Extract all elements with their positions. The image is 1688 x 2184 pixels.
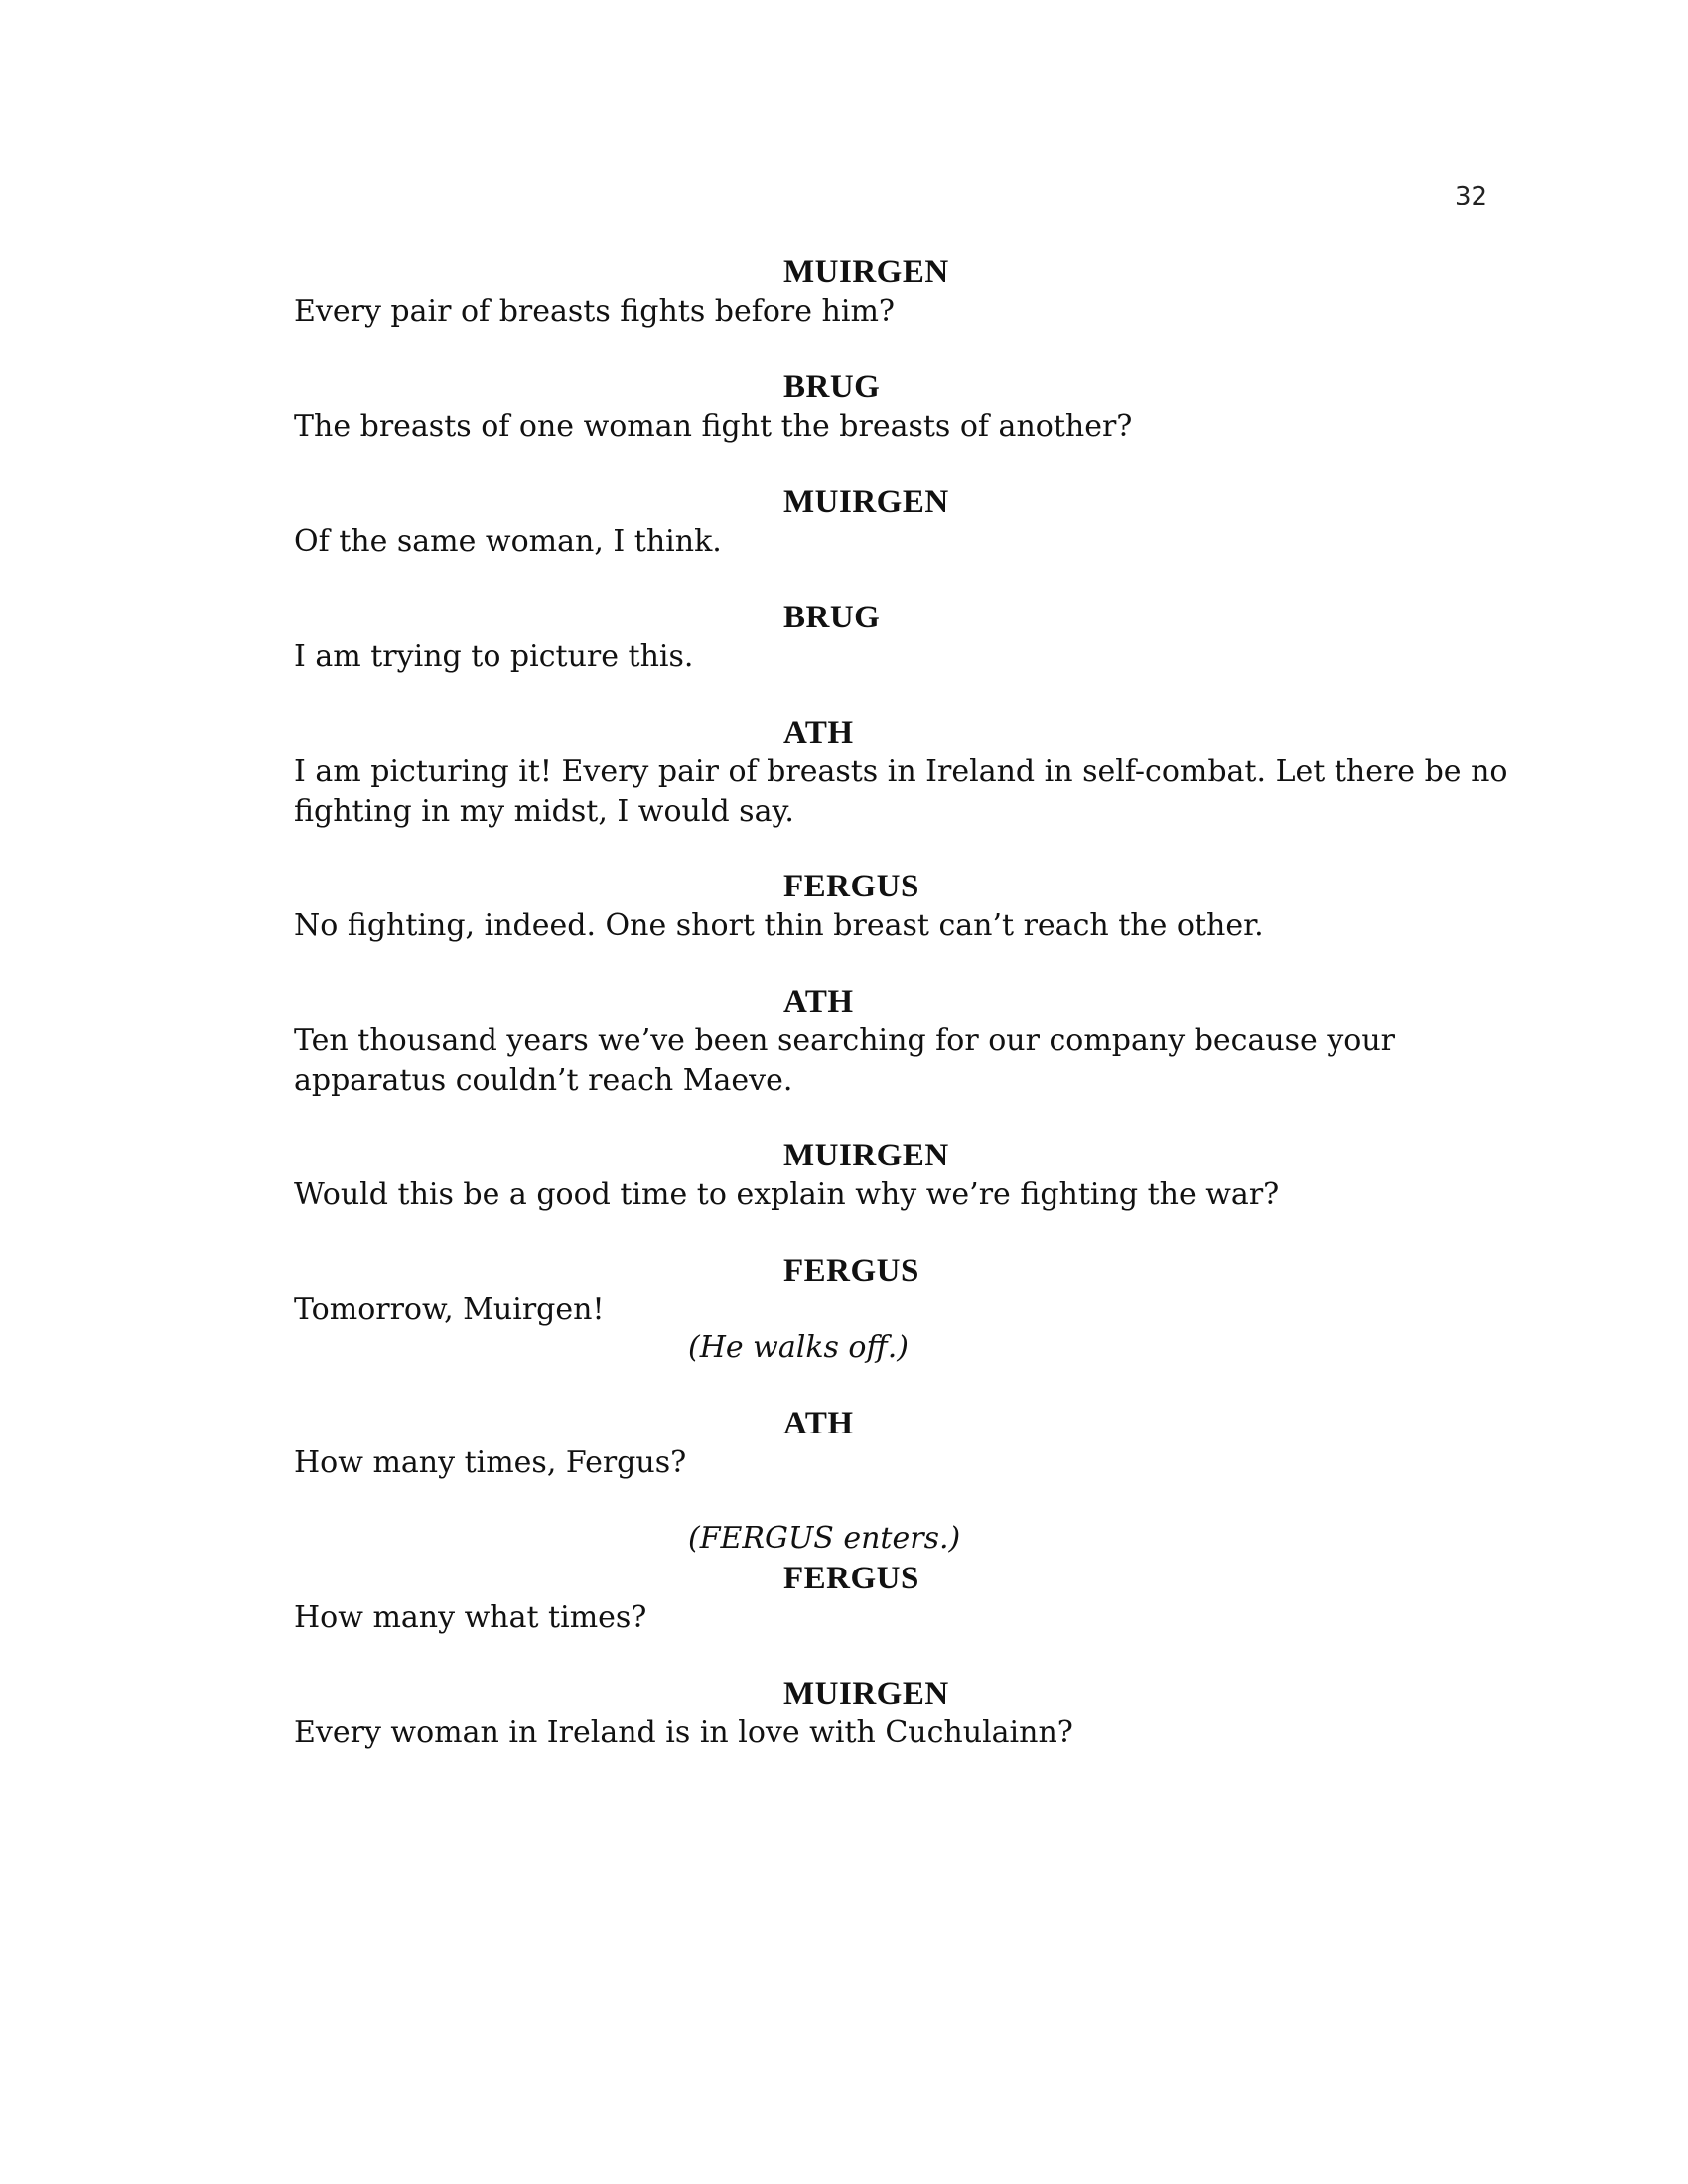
stage-direction: (FERGUS enters.): [688, 1521, 961, 1556]
dialogue-line: Would this be a good time to explain why we’re fighting the war?: [294, 1177, 1280, 1212]
dialogue-line: Every pair of breasts fights before him?: [294, 294, 895, 329]
speaker-name: ATH: [783, 1406, 854, 1441]
dialogue-line: I am picturing it! Every pair of breasts in Ireland in self-combat. Let there be no: [294, 754, 1508, 789]
dialogue-line: How many what times?: [294, 1600, 647, 1635]
dialogue-line: Of the same woman, I think.: [294, 524, 722, 559]
speaker-name: FERGUS: [783, 1253, 919, 1289]
speaker-name: ATH: [783, 715, 854, 751]
stage-direction: (He walks off.): [688, 1330, 909, 1365]
speaker-name: BRUG: [783, 600, 881, 635]
speaker-name: MUIRGEN: [783, 254, 949, 290]
dialogue-line: Tomorrow, Muirgen!: [294, 1293, 605, 1327]
dialogue-line: apparatus couldn’t reach Maeve.: [294, 1063, 793, 1098]
speaker-name: ATH: [783, 984, 854, 1020]
dialogue-line: fighting in my midst, I would say.: [294, 794, 794, 829]
speaker-name: FERGUS: [783, 1561, 919, 1596]
speaker-name: MUIRGEN: [783, 1138, 949, 1173]
speaker-name: MUIRGEN: [783, 484, 949, 520]
dialogue-line: How many times, Fergus?: [294, 1445, 687, 1480]
dialogue-line: I am trying to picture this.: [294, 639, 694, 674]
dialogue-line: Ten thousand years we’ve been searching for our company because your: [294, 1024, 1396, 1058]
page-number: 32: [1455, 182, 1488, 211]
speaker-name: MUIRGEN: [783, 1676, 949, 1711]
speaker-name: BRUG: [783, 369, 881, 405]
dialogue-line: Every woman in Ireland is in love with Cuchulainn?: [294, 1715, 1073, 1750]
dialogue-line: The breasts of one woman fight the breasts of another?: [294, 409, 1133, 444]
dialogue-line: No fighting, indeed. One short thin breast can’t reach the other.: [294, 908, 1264, 943]
speaker-name: FERGUS: [783, 869, 919, 904]
